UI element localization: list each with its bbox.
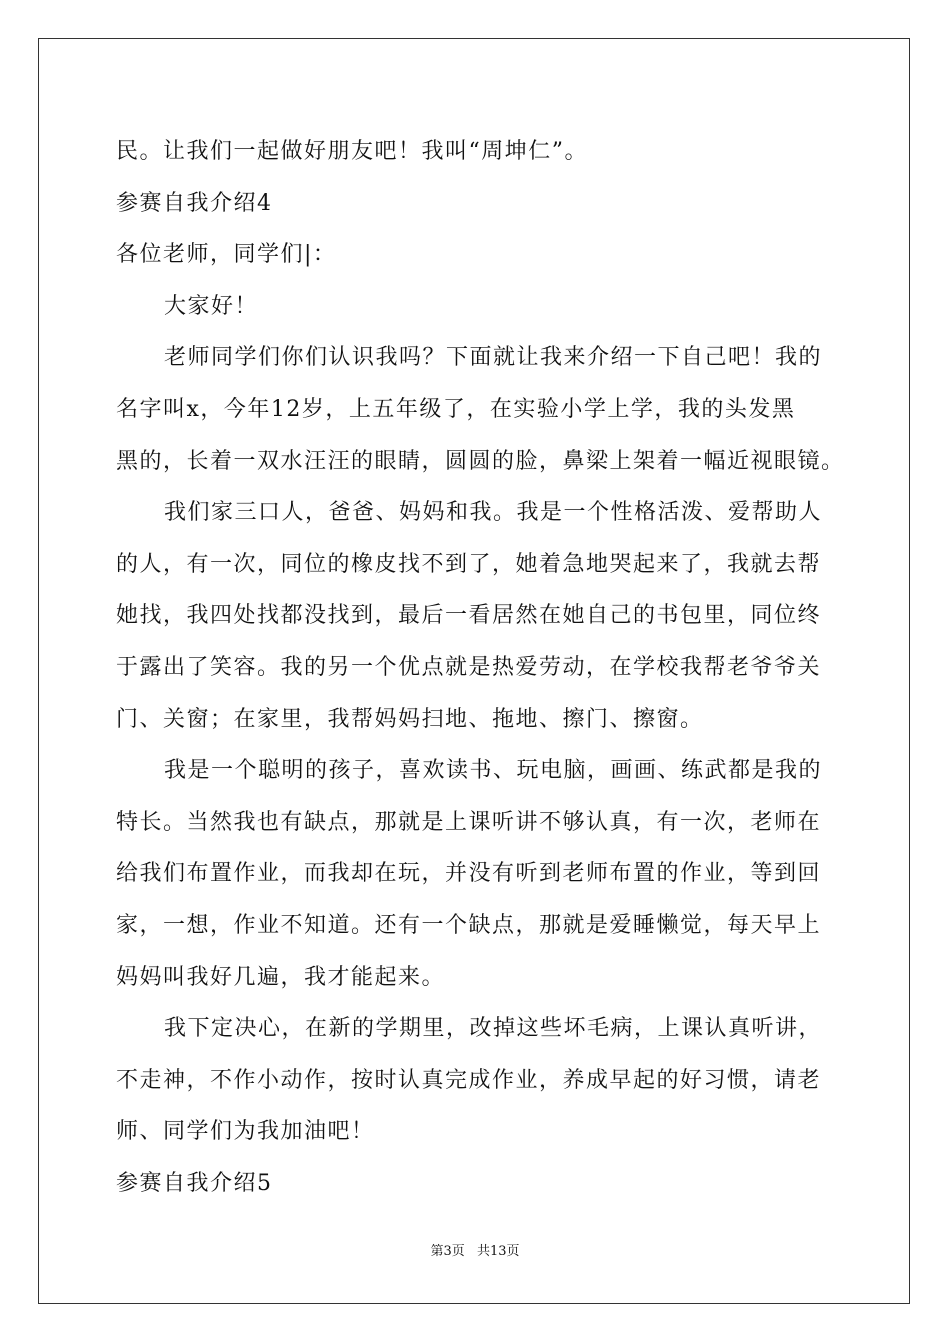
text-line: 于露出了笑容。我的另一个优点就是热爱劳动，在学校我帮老爷爷关 [116,654,822,680]
text-line: 的人，有一次，同位的橡皮找不到了，她着急地哭起来了，我就去帮 [116,551,822,577]
greeting-line: 各位老师，同学们|： [116,242,337,268]
text-line: 不走神，不作小动作，按时认真完成作业，养成早起的好习惯，请老 [116,1067,822,1093]
text-line: 门、关窗；在家里，我帮妈妈扫地、拖地、擦门、擦窗。 [116,706,704,732]
text-line: 家，一想，作业不知道。还有一个缺点，那就是爱睡懒觉，每天早上 [116,912,822,938]
text-line: 我们家三口人，爸爸、妈妈和我。我是一个性格活泼、爱帮助人 [164,500,823,526]
page-total: 共13页 [476,1244,520,1259]
text-line: 给我们布置作业，而我却在玩，并没有听到老师布置的作业，等到回 [116,861,822,887]
text-line: 她找，我四处找都没找到，最后一看居然在她自己的书包里，同位终 [116,603,822,629]
page-footer [0,1240,950,1259]
text-line: 特长。当然我也有缺点，那就是上课听讲不够认真，有一次，老师在 [116,809,822,835]
text-line: 大家好！ [164,293,259,319]
text-line: 老师同学们你们认识我吗？下面就让我来介绍一下自己吧！我的 [164,345,823,371]
text-line: 我是一个聪明的孩子，喜欢读书、玩电脑，画画、练武都是我的 [164,758,823,784]
text-line: 师、同学们为我加油吧！ [116,1119,375,1145]
text-line: 妈妈叫我好几遍，我才能起来。 [116,964,446,990]
document-body [116,126,845,1209]
section-heading: 参赛自我介绍4 [116,190,273,216]
text-line: 黑的，长着一双水汪汪的眼睛，圆圆的脸，鼻梁上架着一幅近视眼镜。 [116,448,845,474]
text-line: 民。让我们一起做好朋友吧！我叫“周坤仁”。 [116,139,588,164]
page-number: 第3页 [430,1244,465,1259]
text-line: 名字叫x，今年12岁，上五年级了，在实验小学上学，我的头发黑 [116,396,796,422]
section-heading: 参赛自我介绍5 [116,1170,273,1196]
text-line: 我下定决心，在新的学期里，改掉这些坏毛病，上课认真听讲， [164,1016,823,1042]
